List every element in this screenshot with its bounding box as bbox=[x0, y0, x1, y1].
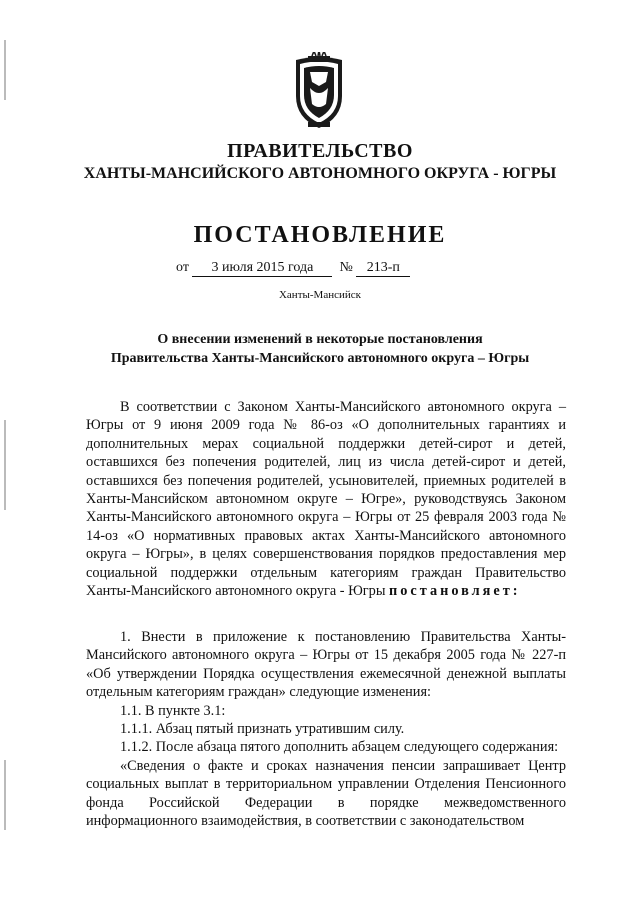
coat-of-arms-emblem-icon bbox=[286, 52, 352, 132]
scan-edge-mark bbox=[4, 760, 6, 830]
document-type: ПОСТАНОВЛЕНИЕ bbox=[193, 222, 447, 248]
date-prefix: от bbox=[176, 260, 189, 275]
item-1-1-1: 1.1.1. Абзац пятый признать утратившим силу. bbox=[120, 721, 405, 738]
document-subject bbox=[0, 330, 640, 368]
resolves-word: постановляет: bbox=[389, 583, 521, 600]
item-1: 1. Внести в приложение к постановлению Правительства Ханты-Мансийского автономного округа – Югры от 15 декабря 2005 года № 227-п «Об утверждении Порядка осуществления ежемесячной денежной выплаты отдельным категориям граждан» следующие изменения: bbox=[86, 629, 566, 701]
item-1-1-2: 1.1.2. После абзаца пятого дополнить абзацем следующего содержания: bbox=[120, 739, 559, 756]
item-1-1: 1.1. В пункте 3.1: bbox=[120, 702, 226, 719]
date-number-line bbox=[176, 260, 410, 277]
government-title: ПРАВИТЕЛЬСТВО bbox=[227, 140, 413, 162]
scan-edge-mark bbox=[4, 420, 6, 510]
quoted-paragraph: «Сведения о факте и сроках назначения пенсии запрашивает Центр социальных выплат в территориальном управлении Отделения Пенсионного фонда Российской Федерации в порядке межведомственного информационного взаимодействия, в соответствии с законодательством bbox=[86, 757, 566, 830]
region-title: ХАНТЫ-МАНСИЙСКОГО АВТОНОМНОГО ОКРУГА - ЮГРЫ bbox=[83, 165, 557, 182]
subject-line-1: О внесении изменений в некоторые постановления bbox=[157, 332, 483, 347]
document-number: 213-п bbox=[356, 260, 410, 277]
scan-edge-mark bbox=[4, 40, 6, 100]
preamble-body: В соответствии с Законом Ханты-Мансийского автономного округа – Югры от 9 июня 2009 года № 86-оз «О дополнительных гарантиях и дополнительных мерах социальной поддержки детей-сирот и детей, оставшихся без попечения родителей, лиц из числа детей-сирот и детей, оставшихся без попечения родителей, усыновителей, приемных родителей в Ханты-Мансийском автономном округе – Югре», руководствуясь Законом Ханты-Мансийского автономного округа – Югры от 25 февраля 2003 года № 14-оз «О нормативных правовых актах Ханты-Мансийского автономного округа – Югры», в целях совершенствования порядков предоставления мер социальной поддержки отдельным категориям граждан Правительство Ханты-Мансийского автономного округа - Югры bbox=[86, 399, 566, 600]
resolution-items bbox=[86, 628, 566, 830]
document-date: 3 июля 2015 года bbox=[192, 260, 332, 277]
preamble-text bbox=[86, 398, 566, 600]
city-name: Ханты-Мансийск bbox=[278, 289, 361, 301]
preamble bbox=[86, 398, 566, 600]
number-prefix: № bbox=[339, 260, 353, 275]
subject-line-2: Правительства Ханты-Мансийского автономного округа – Югры bbox=[110, 351, 530, 366]
